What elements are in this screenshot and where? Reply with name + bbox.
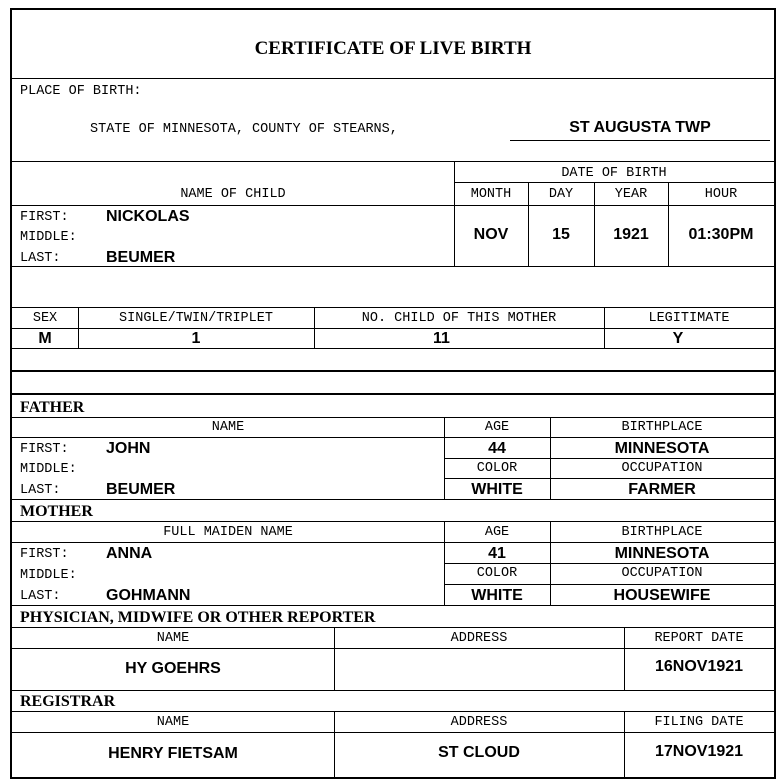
mother-color-header: COLOR	[476, 566, 518, 581]
state-county-text: STATE OF MINNESOTA, COUNTY OF STEARNS,	[90, 122, 398, 137]
father-birthplace-header: BIRTHPLACE	[621, 420, 703, 435]
physician-address-header: ADDRESS	[450, 631, 508, 646]
divider	[12, 437, 774, 438]
year-header: YEAR	[614, 187, 648, 202]
father-name-header: NAME	[211, 420, 245, 435]
registrar-address: ST CLOUD	[438, 744, 520, 761]
child-middle-label: MIDDLE:	[20, 230, 77, 245]
mother-middle-label: MIDDLE:	[20, 568, 77, 583]
mother-first-label: FIRST:	[20, 547, 69, 562]
month-header: MONTH	[470, 187, 512, 202]
physician-name: HY GOEHRS	[125, 660, 221, 677]
father-age: 44	[488, 440, 506, 457]
divider	[12, 690, 774, 691]
father-occupation-header: OCCUPATION	[621, 461, 703, 476]
day-header: DAY	[548, 187, 574, 202]
registrar-section-title: REGISTRAR	[20, 693, 116, 710]
township-value: ST AUGUSTA TWP	[569, 119, 711, 136]
divider	[12, 328, 774, 329]
divider	[12, 521, 774, 522]
divider	[12, 393, 774, 395]
child-number-header: NO. CHILD OF THIS MOTHER	[361, 311, 557, 326]
child-first-label: FIRST:	[20, 210, 69, 225]
birth-year: 1921	[613, 226, 649, 243]
mother-color: WHITE	[471, 587, 523, 604]
plurality-value: 1	[191, 330, 201, 347]
child-last-name: BEUMER	[106, 249, 176, 266]
divider	[12, 542, 774, 543]
birth-day: 15	[552, 226, 570, 243]
hour-header: HOUR	[704, 187, 738, 202]
report-date-header: REPORT DATE	[654, 631, 744, 646]
mother-name-header: FULL MAIDEN NAME	[163, 525, 293, 540]
divider	[12, 161, 774, 162]
report-date: 16NOV1921	[654, 658, 744, 675]
registrar-name: HENRY FIETSAM	[108, 745, 238, 762]
divider	[12, 499, 774, 500]
father-section-title: FATHER	[20, 399, 85, 416]
divider	[12, 266, 774, 267]
father-age-header: AGE	[484, 420, 510, 435]
child-first-name: NICKOLAS	[106, 208, 190, 225]
divider	[12, 605, 774, 606]
legitimate-value: Y	[672, 330, 684, 347]
township-underline	[510, 140, 770, 141]
filing-date-header: FILING DATE	[654, 715, 744, 730]
mother-occupation-header: OCCUPATION	[621, 566, 703, 581]
father-occupation: FARMER	[628, 481, 696, 498]
divider	[12, 732, 774, 733]
father-color-header: COLOR	[476, 461, 518, 476]
divider	[12, 417, 774, 418]
plurality-header: SINGLE/TWIN/TRIPLET	[119, 311, 273, 326]
name-of-child-header: NAME OF CHILD	[180, 187, 286, 202]
father-last-label: LAST:	[20, 483, 61, 498]
physician-section-title: PHYSICIAN, MIDWIFE OR OTHER REPORTER	[20, 609, 376, 626]
divider	[444, 478, 774, 479]
divider	[444, 563, 774, 564]
divider	[12, 711, 774, 712]
registrar-address-header: ADDRESS	[450, 715, 508, 730]
father-middle-label: MIDDLE:	[20, 462, 77, 477]
legitimate-header: LEGITIMATE	[648, 311, 730, 326]
divider	[12, 205, 774, 206]
mother-first-name: ANNA	[106, 545, 153, 562]
mother-birthplace-header: BIRTHPLACE	[621, 525, 703, 540]
father-color: WHITE	[471, 481, 523, 498]
father-birthplace: MINNESOTA	[614, 440, 710, 457]
divider	[12, 627, 774, 628]
father-last-name: BEUMER	[106, 481, 176, 498]
divider	[454, 182, 774, 183]
sex-value: M	[38, 330, 52, 347]
divider	[12, 648, 774, 649]
filing-date: 17NOV1921	[654, 743, 744, 760]
mother-last-label: LAST:	[20, 589, 61, 604]
certificate-title: CERTIFICATE OF LIVE BIRTH	[254, 38, 532, 59]
child-number-value: 11	[433, 330, 450, 347]
divider	[12, 78, 774, 79]
mother-occupation: HOUSEWIFE	[613, 587, 711, 604]
mother-section-title: MOTHER	[20, 503, 93, 520]
registrar-name-header: NAME	[156, 715, 190, 730]
mother-age-header: AGE	[484, 525, 510, 540]
child-last-label: LAST:	[20, 251, 61, 266]
divider	[444, 584, 774, 585]
birth-certificate	[10, 8, 776, 779]
physician-name-header: NAME	[156, 631, 190, 646]
date-of-birth-header: DATE OF BIRTH	[561, 166, 667, 181]
sex-header: SEX	[32, 311, 58, 326]
divider	[444, 458, 774, 459]
divider	[12, 370, 774, 372]
place-of-birth-label: PLACE OF BIRTH:	[20, 84, 142, 99]
mother-birthplace: MINNESOTA	[614, 545, 710, 562]
mother-age: 41	[488, 545, 506, 562]
father-first-name: JOHN	[106, 440, 151, 457]
divider	[12, 307, 774, 308]
birth-month: NOV	[473, 226, 509, 243]
birth-hour: 01:30PM	[688, 226, 754, 243]
mother-last-name: GOHMANN	[106, 587, 191, 604]
father-first-label: FIRST:	[20, 442, 69, 457]
divider	[12, 348, 774, 349]
